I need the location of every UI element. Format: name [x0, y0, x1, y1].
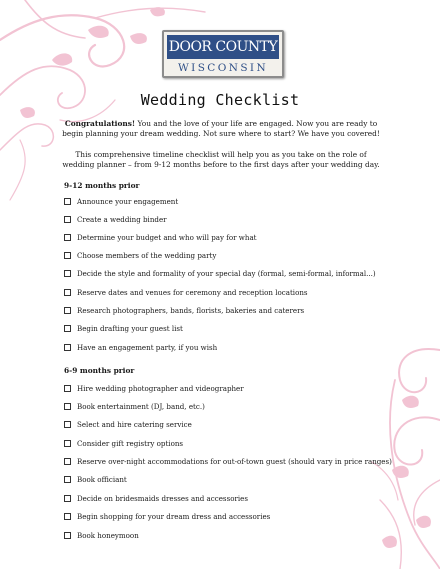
- intro-paragraph-2: This comprehensive timeline checklist will help you as you take on the role of wedding planner – from 9-12 months before to the first days after your wedding day.: [62, 150, 380, 169]
- checklist-item: [64, 251, 216, 261]
- checkbox[interactable]: [64, 421, 71, 428]
- checkbox[interactable]: [64, 270, 71, 277]
- checkbox[interactable]: [64, 252, 71, 259]
- checklist-item-label: Begin drafting your guest list: [77, 324, 183, 333]
- checklist-item-label: Announce your engagement: [77, 197, 179, 206]
- checklist-item-label: Reserve over-night accommodations for out-of-town guest (should vary in price ranges): [77, 457, 392, 466]
- checklist-item: [64, 269, 376, 279]
- checkbox[interactable]: [64, 307, 71, 314]
- logo-line-1: DOOR COUNTY: [167, 35, 279, 59]
- checklist-item-label: Decide on bridesmaids dresses and accessories: [77, 494, 248, 503]
- checkbox[interactable]: [64, 385, 71, 392]
- checklist-item: [64, 197, 178, 207]
- checklist-item-label: Select and hire catering service: [77, 420, 192, 429]
- section-heading: 6-9 months prior: [64, 366, 135, 375]
- checklist-item-label: Create a wedding binder: [77, 215, 167, 224]
- checklist-item: [64, 384, 244, 394]
- checklist-item: [64, 457, 392, 467]
- checkbox[interactable]: [64, 216, 71, 223]
- checkbox[interactable]: [64, 513, 71, 520]
- checklist-item: [64, 233, 257, 243]
- checklist-item-label: Book entertainment (DJ, band, etc.): [77, 402, 205, 411]
- checklist-item-label: Determine your budget and who will pay for what: [77, 233, 257, 242]
- checkbox[interactable]: [64, 458, 71, 465]
- intro-lead: Congratulations!: [64, 119, 136, 128]
- checklist-item-label: Begin shopping for your dream dress and accessories: [77, 512, 271, 521]
- checklist-item: [64, 288, 308, 298]
- checklist-item: [64, 439, 183, 449]
- checklist-item: [64, 215, 167, 225]
- checkbox[interactable]: [64, 532, 71, 539]
- checkbox[interactable]: [64, 476, 71, 483]
- intro-paragraph-1: [60, 119, 382, 139]
- checklist-item-label: Hire wedding photographer and videographer: [77, 384, 244, 393]
- checkbox[interactable]: [64, 440, 71, 447]
- checkbox[interactable]: [64, 325, 71, 332]
- checklist-item-label: Research photographers, bands, florists, bakeries and caterers: [77, 306, 305, 315]
- logo-line-2: WISCONSIN: [177, 62, 269, 74]
- checkbox[interactable]: [64, 234, 71, 241]
- intro-text-1: You and the love of your life are engaged. Now you are ready to begin planning your dream wedding. Not sure where to start? We have you covered!: [62, 119, 380, 138]
- checklist-item-label: Consider gift registry options: [77, 439, 184, 448]
- checklist-item: [64, 402, 205, 412]
- checklist-item: [64, 324, 183, 334]
- checkbox[interactable]: [64, 344, 71, 351]
- checklist-item-label: Decide the style and formality of your special day (formal, semi-formal, informal...): [77, 269, 376, 278]
- checklist-item: [64, 531, 139, 541]
- checklist-item: [64, 494, 248, 504]
- checklist-item-label: Choose members of the wedding party: [77, 251, 217, 260]
- checkbox[interactable]: [64, 403, 71, 410]
- door-county-logo: [162, 30, 284, 78]
- checkbox[interactable]: [64, 289, 71, 296]
- checklist-item-label: Book honeymoon: [77, 531, 139, 540]
- checklist-item-label: Have an engagement party, if you wish: [77, 343, 218, 352]
- page-title: Wedding Checklist: [140, 91, 300, 109]
- checklist-item: [64, 306, 304, 316]
- checklist-item-label: Book officiant: [77, 475, 127, 484]
- checklist-item: [64, 475, 127, 485]
- checklist-item: [64, 420, 192, 430]
- checkbox[interactable]: [64, 198, 71, 205]
- checklist-item-label: Reserve dates and venues for ceremony and reception locations: [77, 288, 308, 297]
- checklist-item: [64, 512, 270, 522]
- checklist-item: [64, 343, 217, 353]
- section-heading: 9-12 months prior: [64, 181, 140, 190]
- checkbox[interactable]: [64, 495, 71, 502]
